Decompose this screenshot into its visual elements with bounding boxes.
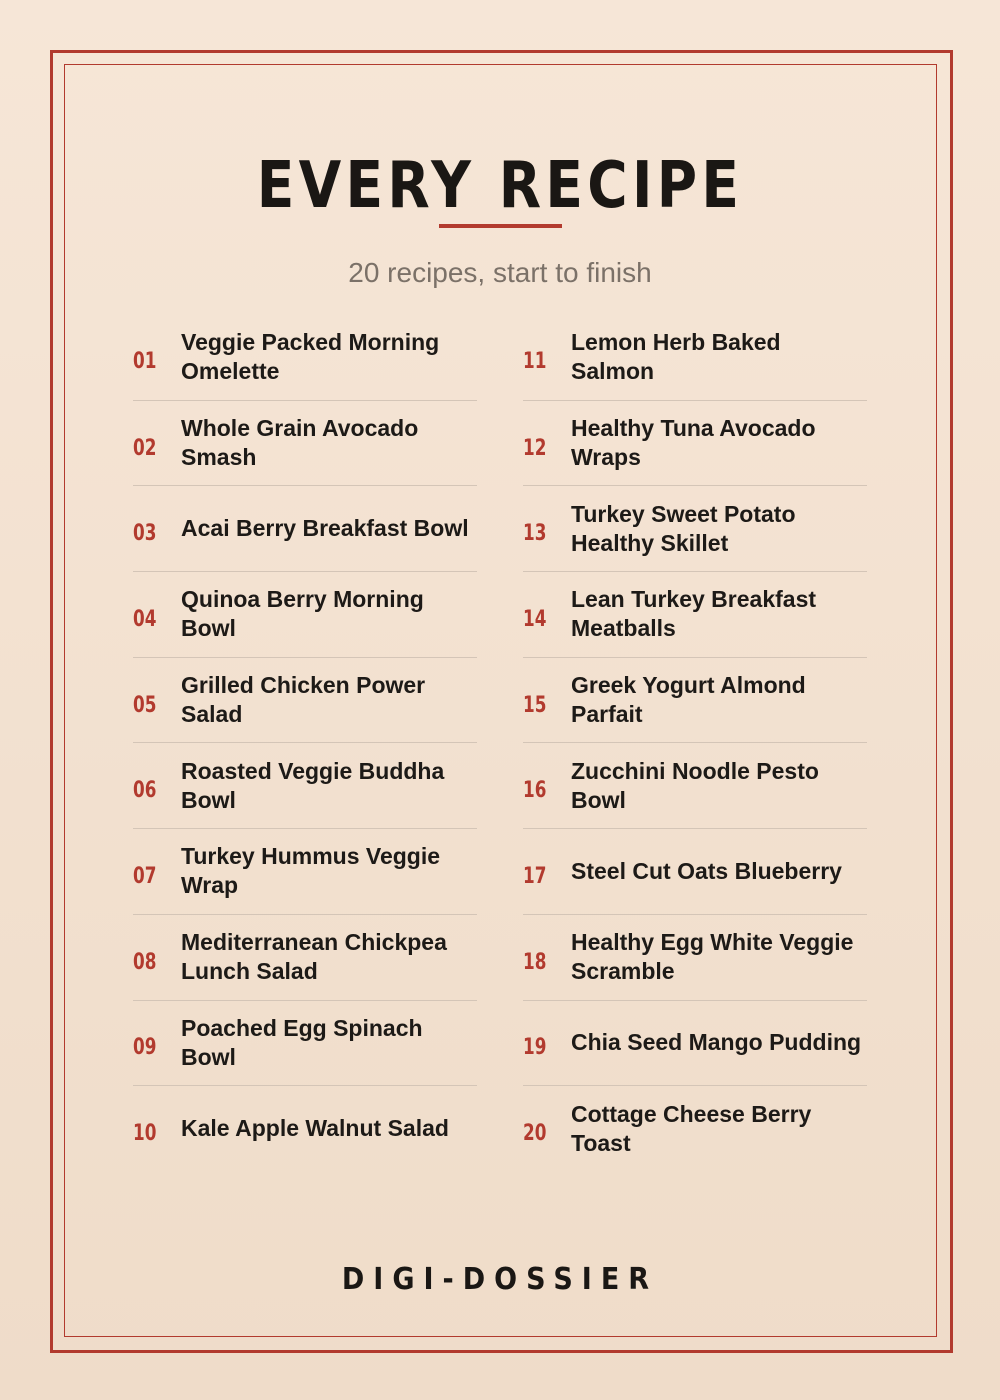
recipe-name: Steel Cut Oats Blueberry <box>571 857 842 884</box>
recipe-number: 09 <box>133 1035 157 1061</box>
recipe-number: 14 <box>523 606 547 632</box>
recipe-number: 03 <box>133 521 157 547</box>
recipe-name: Mediterranean Chickpea Lunch Salad <box>181 929 447 985</box>
recipe-item <box>523 314 867 400</box>
recipe-item <box>133 485 477 571</box>
recipe-name: Zucchini Noodle Pesto Bowl <box>571 757 819 813</box>
recipe-number: 01 <box>133 349 157 375</box>
recipe-number: 19 <box>523 1035 547 1061</box>
recipe-name: Cottage Cheese Berry Toast <box>571 1100 812 1156</box>
recipe-item <box>523 914 867 1000</box>
recipe-number: 18 <box>523 949 547 975</box>
recipe-number: 15 <box>523 692 547 718</box>
recipe-number: 07 <box>133 863 157 889</box>
recipe-name: Chia Seed Mango Pudding <box>571 1029 862 1056</box>
recipe-item <box>523 571 867 657</box>
recipe-name: Turkey Hummus Veggie Wrap <box>181 843 441 899</box>
recipe-number: 10 <box>133 1121 157 1147</box>
recipe-item <box>523 828 867 914</box>
recipe-item <box>133 571 477 657</box>
recipe-name: Lemon Herb Baked Salmon <box>571 328 781 384</box>
recipe-name: Greek Yogurt Almond Parfait <box>571 672 806 728</box>
recipe-number: 20 <box>523 1121 547 1147</box>
recipe-number: 12 <box>523 435 547 461</box>
recipe-number: 02 <box>133 435 157 461</box>
recipe-number: 08 <box>133 949 157 975</box>
recipe-item <box>133 314 477 400</box>
recipe-name: Grilled Chicken Power Salad <box>181 672 426 728</box>
recipe-item <box>523 1085 867 1171</box>
recipe-number: 13 <box>523 521 547 547</box>
recipe-number: 05 <box>133 692 157 718</box>
recipe-name: Acai Berry Breakfast Bowl <box>181 515 469 542</box>
recipe-item <box>133 914 477 1000</box>
recipe-item <box>133 742 477 828</box>
recipe-name: Healthy Tuna Avocado Wraps <box>571 415 816 471</box>
recipe-item <box>133 1085 477 1171</box>
recipe-item <box>133 657 477 743</box>
recipe-number: 17 <box>523 863 547 889</box>
recipe-name: Kale Apple Walnut Salad <box>181 1115 449 1142</box>
recipe-list <box>133 314 867 1171</box>
recipe-item <box>523 1000 867 1086</box>
recipe-name: Poached Egg Spinach Bowl <box>181 1014 423 1070</box>
recipe-number: 04 <box>133 606 157 632</box>
recipe-number: 06 <box>133 778 157 804</box>
recipe-item <box>133 1000 477 1086</box>
title-underline <box>439 224 562 228</box>
recipe-item <box>523 485 867 571</box>
recipe-item <box>523 657 867 743</box>
recipe-item <box>133 400 477 486</box>
recipe-name: Roasted Veggie Buddha Bowl <box>181 757 445 813</box>
brand-footer: DIGI-DOSSIER <box>341 1262 659 1297</box>
recipe-name: Lean Turkey Breakfast Meatballs <box>571 586 817 642</box>
recipe-item <box>523 742 867 828</box>
recipe-number: 16 <box>523 778 547 804</box>
recipe-item <box>523 400 867 486</box>
recipe-name: Quinoa Berry Morning Bowl <box>181 586 424 642</box>
page-subtitle: 20 recipes, start to finish <box>348 257 652 288</box>
recipe-number: 11 <box>523 349 547 375</box>
recipe-name: Healthy Egg White Veggie Scramble <box>571 929 854 985</box>
recipe-name: Whole Grain Avocado Smash <box>181 415 419 471</box>
page-title: EVERY RECIPE <box>256 149 744 223</box>
recipe-name: Veggie Packed Morning Omelette <box>181 328 440 384</box>
recipe-name: Turkey Sweet Potato Healthy Skillet <box>571 500 796 556</box>
recipe-item <box>133 828 477 914</box>
